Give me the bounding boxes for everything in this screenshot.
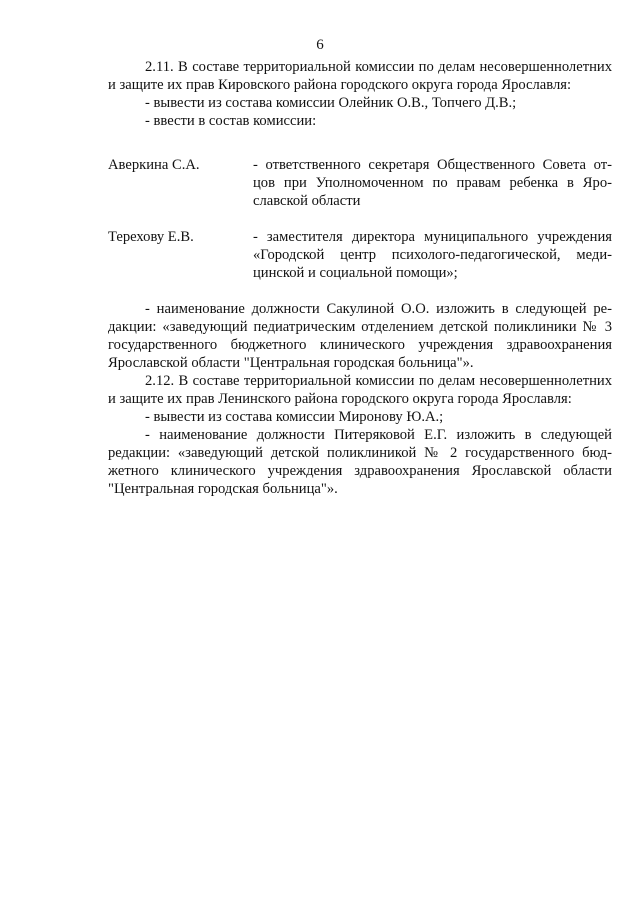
section-2-11-heading-line-2: и защите их прав Кировского района городского округа города Ярославля: (108, 77, 572, 93)
member-entry (108, 156, 612, 210)
section-2-12-heading-line-1: 2.12. В составе территориальной комиссии по делам несовершеннолетних (145, 373, 612, 389)
section-2-12-heading-line-2: и защите их прав Ленинского района городского округа города Ярославля: (108, 391, 572, 407)
document-body (108, 58, 612, 498)
member-description-line: цов при Уполномоченном по правам ребенка в Яро- (253, 175, 612, 191)
rename-position-line: редакции: «заведующий детской поликлиникой № 2 государственного бюд- (108, 445, 612, 461)
spacer (108, 130, 612, 156)
member-entry (108, 228, 612, 282)
member-description-line: - заместителя директора муниципального учреждения (253, 229, 612, 245)
rename-position-line: - наименование должности Сакулиной О.О. изложить в следующей ре- (145, 301, 612, 317)
rename-position-line: жетного клинического учреждения здравоохранения Ярославской области (108, 463, 612, 479)
spacer (108, 210, 612, 228)
section-2-11-heading-line-1: 2.11. В составе территориальной комиссии по делам несовершеннолетних (145, 59, 612, 75)
remove-members-line: - вывести из состава комиссии Миронову Ю.А.; (145, 409, 444, 425)
page-number: 6 (316, 37, 324, 53)
rename-position-line: государственного бюджетного клинического учреждения здравоохранения (108, 337, 612, 353)
member-description (253, 228, 612, 282)
member-description-line: славской области (253, 193, 361, 209)
member-description (253, 156, 612, 210)
rename-position-line: дакции: «заведующий педиатрическим отделением детской поликлиники № 3 (108, 319, 612, 335)
member-name: Аверкина С.А. (108, 157, 200, 173)
spacer (108, 282, 612, 300)
rename-position-line: - наименование должности Питеряковой Е.Г. изложить в следующей (145, 427, 612, 443)
rename-position-line: Ярославской области "Центральная городская больница"». (108, 355, 474, 371)
member-description-line: цинской и социальной помощи»; (253, 265, 458, 281)
remove-members-line: - вывести из состава комиссии Олейник О.В., Топчего Д.В.; (145, 95, 517, 111)
add-members-line: - ввести в состав комиссии: (145, 113, 317, 129)
member-description-line: «Городской центр психолого-педагогической, меди- (253, 247, 612, 263)
member-name: Терехову Е.В. (108, 229, 194, 245)
member-description-line: - ответственного секретаря Общественного Совета от- (253, 157, 612, 173)
rename-position-line: "Центральная городская больница"». (108, 481, 338, 497)
